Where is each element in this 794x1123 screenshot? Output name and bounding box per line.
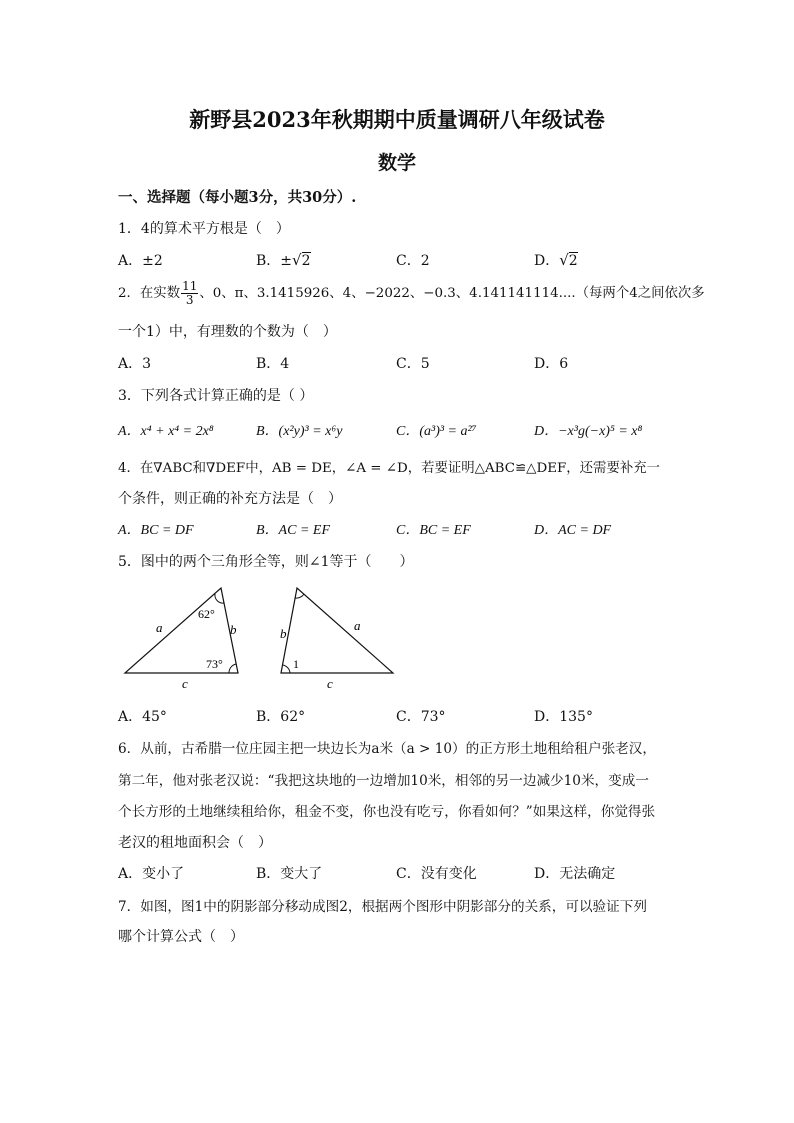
q4-option-d: D．AC = DF [534,523,612,538]
t2-side-b: b [280,626,287,641]
t1-angle-62: 62° [198,607,215,621]
t1-angle-73: 73° [206,657,223,671]
q4-option-c: C．BC = EF [396,523,471,538]
q6-option-b: B．变大了 [256,866,323,882]
question-5-stem: 5．图中的两个三角形全等，则∠1等于（ ） [118,554,414,570]
q2-option-d: D．6 [534,356,569,372]
question-4-stem-cont: 个条件，则正确的补充方法是（ ） [118,491,342,507]
question-6-line-3: 个长方形的土地继续租给你，租金不变，你也没有吃亏，你看如何？”如果这样，你觉得张 [118,804,656,820]
triangle-2-angle1-arc [283,665,290,673]
q4-option-a: A．BC = DF [118,523,194,538]
t2-angle-1: 1 [293,657,299,671]
question-6-line-4: 老汉的租地面积会（ ） [118,835,272,851]
triangle-1-bottom-arc [229,664,236,673]
t1-side-c: c [182,676,188,691]
q6-option-a: A．变小了 [118,866,185,882]
q1-option-b: B．±√2 [256,251,311,269]
q3-option-a: A．x⁴ + x⁴ = 2x⁸ [118,424,214,439]
q1-option-c: C．2 [396,253,430,269]
fraction-11-3: $\frac{11}{3}$ [182,279,198,307]
q3-option-b: B．(x²y)³ = x⁶y [256,424,343,439]
q2-option-c: C．5 [396,356,430,372]
q1-option-d: D．√2 [534,251,578,269]
q5-option-b: B．62° [256,709,306,725]
exam-title: 新野县2023年秋期期中质量调研八年级试卷 [189,107,605,132]
subject-title: 数学 [377,152,416,174]
question-2-stem-cont: 一个1）中，有理数的个数为（ ） [118,324,337,340]
question-7-line-1: 7．如图，图1中的阴影部分移动成图2，根据两个图形中阴影部分的关系，可以验证下列 [118,899,647,915]
question-4-stem: 4．在∇ABC和∇DEF中，AB = DE，∠A = ∠D，若要证明△ABC≌△DEF，还需要补充一 [118,461,661,476]
question-6-line-1: 6．从前，古希腊一位庄园主把一块边长为a米（a > 10）的正方形土地租给租户张老汉， [118,741,656,757]
q5-option-c: C．73° [396,709,446,725]
section-heading: 一、选择题（每小题3分，共30分）. [118,189,357,206]
q6-option-d: D．无法确定 [534,866,616,882]
t1-side-b: b [230,622,237,637]
t2-side-a: a [354,618,361,633]
q1-option-a: A．±2 [118,253,163,269]
q5-option-d: D．135° [534,709,593,725]
q3-option-c: C．(a³)³ = a²⁷ [396,424,477,439]
q4-option-b: B．AC = EF [256,523,330,538]
question-1-stem: 1．4的算术平方根是（ ） [118,221,290,237]
q5-option-a: A．45° [118,709,167,725]
t2-side-c: c [327,676,333,691]
q2-option-b: B．4 [256,356,290,372]
q2-option-a: A．3 [118,356,152,372]
t1-side-a: a [156,620,163,635]
q6-option-c: C．没有变化 [396,866,477,882]
question-2-stem: 2．在实数 $\frac{11}{3}$ 、0、π、3.1415926、4、−2022、−0.3、4.141141114....（每两个4之间依次多 [118,279,705,307]
question-6-line-2: 第二年，他对张老汉说：“我把这块地的一边增加10米，相邻的另一边减少10米，变成一 [118,773,649,789]
triangles-figure [110,580,410,695]
question-3-stem: 3．下列各式计算正确的是（ ） [118,388,314,404]
q3-option-d: D．−x³g(−x)⁵ = x⁸ [534,424,643,439]
question-7-line-2: 哪个计算公式（ ） [118,929,244,945]
